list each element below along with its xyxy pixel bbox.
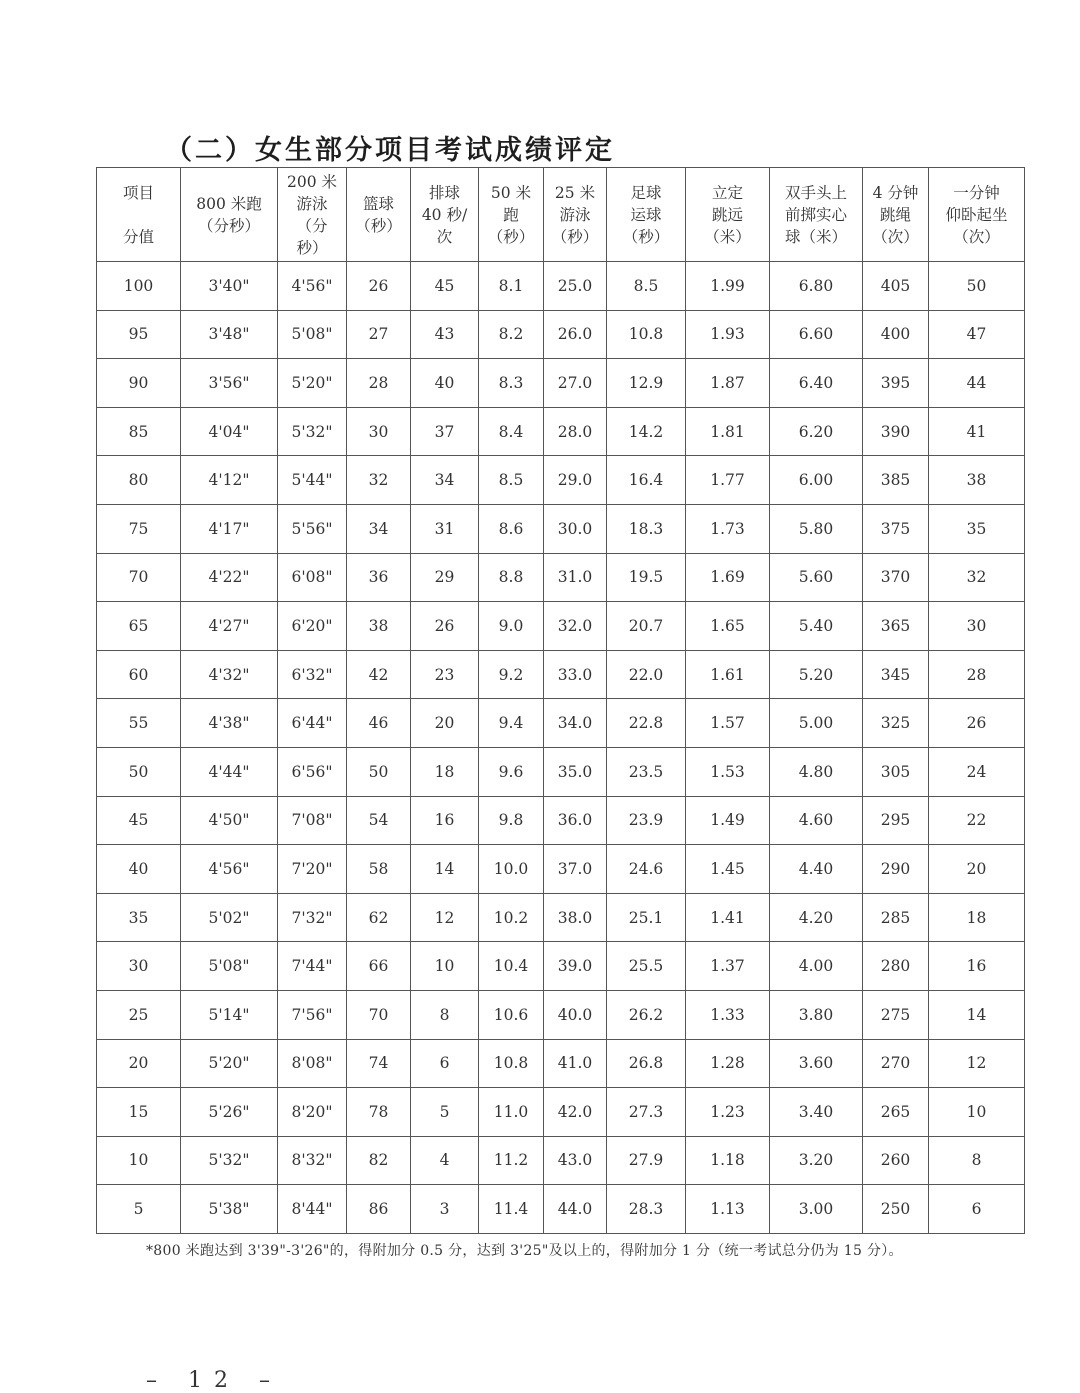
table-row xyxy=(97,893,1025,942)
table-cell: 6.80 xyxy=(770,262,863,311)
column-header: 足球 运球 （秒） xyxy=(607,168,686,262)
table-cell: 78 xyxy=(347,1088,411,1137)
table-cell: 6.20 xyxy=(770,407,863,456)
footnote: *800 米跑达到 3'39"-3'26"的，得附加分 0.5 分，达到 3'25"及以上的，得附加分 1 分（统一考试总分仍为 15 分）。 xyxy=(146,1243,903,1259)
table-cell: 1.37 xyxy=(686,942,770,991)
table-cell: 10.4 xyxy=(479,942,544,991)
table-cell: 5.00 xyxy=(770,699,863,748)
table-cell: 6'56" xyxy=(278,747,347,796)
table-cell: 5'20" xyxy=(278,359,347,408)
score-cell: 55 xyxy=(97,699,181,748)
table-cell: 9.8 xyxy=(479,796,544,845)
table-cell: 32 xyxy=(347,456,411,505)
table-cell: 8.4 xyxy=(479,407,544,456)
column-header: 立定 跳远 （米） xyxy=(686,168,770,262)
table-cell: 44 xyxy=(929,359,1025,408)
table-cell: 5'20" xyxy=(181,1039,278,1088)
table-row xyxy=(97,310,1025,359)
table-cell: 4'32" xyxy=(181,650,278,699)
score-cell: 75 xyxy=(97,504,181,553)
table-cell: 74 xyxy=(347,1039,411,1088)
table-cell: 290 xyxy=(863,845,929,894)
table-cell: 70 xyxy=(347,990,411,1039)
table-cell: 8'44" xyxy=(278,1185,347,1234)
table-cell: 28 xyxy=(347,359,411,408)
table-cell: 31.0 xyxy=(544,553,607,602)
table-row xyxy=(97,1088,1025,1137)
table-cell: 8 xyxy=(411,990,479,1039)
table-cell: 405 xyxy=(863,262,929,311)
table-cell: 36.0 xyxy=(544,796,607,845)
table-cell: 35.0 xyxy=(544,747,607,796)
table-cell: 8'08" xyxy=(278,1039,347,1088)
table-cell: 66 xyxy=(347,942,411,991)
table-cell: 260 xyxy=(863,1136,929,1185)
table-cell: 5'02" xyxy=(181,893,278,942)
score-cell: 40 xyxy=(97,845,181,894)
table-row xyxy=(97,650,1025,699)
table-cell: 28.0 xyxy=(544,407,607,456)
table-cell: 8'32" xyxy=(278,1136,347,1185)
table-cell: 8 xyxy=(929,1136,1025,1185)
table-row xyxy=(97,942,1025,991)
table-cell: 28.3 xyxy=(607,1185,686,1234)
table-cell: 375 xyxy=(863,504,929,553)
table-cell: 44.0 xyxy=(544,1185,607,1234)
table-cell: 36 xyxy=(347,553,411,602)
score-cell: 90 xyxy=(97,359,181,408)
table-cell: 7'20" xyxy=(278,845,347,894)
table-cell: 7'32" xyxy=(278,893,347,942)
table-cell: 14 xyxy=(411,845,479,894)
table-cell: 4'27" xyxy=(181,602,278,651)
table-cell: 10.6 xyxy=(479,990,544,1039)
table-cell: 45 xyxy=(411,262,479,311)
table-cell: 23.9 xyxy=(607,796,686,845)
table-cell: 1.99 xyxy=(686,262,770,311)
table-cell: 5.20 xyxy=(770,650,863,699)
table-cell: 4.20 xyxy=(770,893,863,942)
table-cell: 325 xyxy=(863,699,929,748)
table-cell: 11.0 xyxy=(479,1088,544,1137)
table-cell: 1.18 xyxy=(686,1136,770,1185)
table-cell: 1.61 xyxy=(686,650,770,699)
table-cell: 26 xyxy=(929,699,1025,748)
table-cell: 4.60 xyxy=(770,796,863,845)
table-cell: 20.7 xyxy=(607,602,686,651)
table-cell: 39.0 xyxy=(544,942,607,991)
table-cell: 3.80 xyxy=(770,990,863,1039)
table-cell: 4'44" xyxy=(181,747,278,796)
table-cell: 5.80 xyxy=(770,504,863,553)
table-cell: 4'22" xyxy=(181,553,278,602)
table-row xyxy=(97,602,1025,651)
table-cell: 5'32" xyxy=(181,1136,278,1185)
score-cell: 10 xyxy=(97,1136,181,1185)
table-cell: 14 xyxy=(929,990,1025,1039)
table-cell: 3'40" xyxy=(181,262,278,311)
table-cell: 10.0 xyxy=(479,845,544,894)
column-header: 800 米跑 （分秒） xyxy=(181,168,278,262)
table-cell: 27.0 xyxy=(544,359,607,408)
table-cell: 11.2 xyxy=(479,1136,544,1185)
table-cell: 3 xyxy=(411,1185,479,1234)
table-cell: 285 xyxy=(863,893,929,942)
table-cell: 43.0 xyxy=(544,1136,607,1185)
table-cell: 3.20 xyxy=(770,1136,863,1185)
table-cell: 18 xyxy=(411,747,479,796)
table-cell: 1.41 xyxy=(686,893,770,942)
table-cell: 10.8 xyxy=(479,1039,544,1088)
table-cell: 3.00 xyxy=(770,1185,863,1234)
score-cell: 65 xyxy=(97,602,181,651)
table-cell: 26.2 xyxy=(607,990,686,1039)
table-cell: 27 xyxy=(347,310,411,359)
table-cell: 46 xyxy=(347,699,411,748)
table-row xyxy=(97,407,1025,456)
table-cell: 41.0 xyxy=(544,1039,607,1088)
table-cell: 3'56" xyxy=(181,359,278,408)
table-row xyxy=(97,990,1025,1039)
table-cell: 38 xyxy=(929,456,1025,505)
header-corner xyxy=(97,168,181,262)
table-cell: 25.5 xyxy=(607,942,686,991)
corner-score-label: 分值 xyxy=(123,228,155,246)
column-header: 一分钟 仰卧起坐 （次） xyxy=(929,168,1025,262)
table-cell: 37.0 xyxy=(544,845,607,894)
table-cell: 1.57 xyxy=(686,699,770,748)
table-cell: 12 xyxy=(929,1039,1025,1088)
table-row xyxy=(97,553,1025,602)
score-cell: 60 xyxy=(97,650,181,699)
table-cell: 8.5 xyxy=(607,262,686,311)
table-cell: 7'08" xyxy=(278,796,347,845)
table-row xyxy=(97,1136,1025,1185)
table-cell: 26 xyxy=(347,262,411,311)
table-cell: 24.6 xyxy=(607,845,686,894)
table-cell: 40 xyxy=(411,359,479,408)
score-cell: 20 xyxy=(97,1039,181,1088)
table-cell: 1.81 xyxy=(686,407,770,456)
table-cell: 5.60 xyxy=(770,553,863,602)
table-cell: 86 xyxy=(347,1185,411,1234)
table-cell: 250 xyxy=(863,1185,929,1234)
table-cell: 3.40 xyxy=(770,1088,863,1137)
table-row xyxy=(97,845,1025,894)
table-cell: 42.0 xyxy=(544,1088,607,1137)
table-cell: 8.3 xyxy=(479,359,544,408)
table-cell: 30 xyxy=(347,407,411,456)
table-cell: 280 xyxy=(863,942,929,991)
table-cell: 12 xyxy=(411,893,479,942)
table-cell: 4.00 xyxy=(770,942,863,991)
table-cell: 4 xyxy=(411,1136,479,1185)
score-cell: 30 xyxy=(97,942,181,991)
table-cell: 8.8 xyxy=(479,553,544,602)
table-cell: 19.5 xyxy=(607,553,686,602)
table-cell: 20 xyxy=(411,699,479,748)
score-cell: 100 xyxy=(97,262,181,311)
table-cell: 10.2 xyxy=(479,893,544,942)
table-row xyxy=(97,796,1025,845)
table-cell: 6'20" xyxy=(278,602,347,651)
table-cell: 16 xyxy=(411,796,479,845)
table-cell: 33.0 xyxy=(544,650,607,699)
table-cell: 5'32" xyxy=(278,407,347,456)
table-cell: 28 xyxy=(929,650,1025,699)
table-cell: 6.40 xyxy=(770,359,863,408)
table-cell: 1.49 xyxy=(686,796,770,845)
table-cell: 18 xyxy=(929,893,1025,942)
score-cell: 50 xyxy=(97,747,181,796)
table-row xyxy=(97,456,1025,505)
table-cell: 390 xyxy=(863,407,929,456)
table-cell: 58 xyxy=(347,845,411,894)
table-cell: 265 xyxy=(863,1088,929,1137)
table-cell: 9.2 xyxy=(479,650,544,699)
table-cell: 8.2 xyxy=(479,310,544,359)
score-cell: 35 xyxy=(97,893,181,942)
table-cell: 365 xyxy=(863,602,929,651)
table-cell: 7'56" xyxy=(278,990,347,1039)
table-cell: 22.0 xyxy=(607,650,686,699)
table-cell: 82 xyxy=(347,1136,411,1185)
table-cell: 29.0 xyxy=(544,456,607,505)
table-cell: 6'08" xyxy=(278,553,347,602)
score-cell: 25 xyxy=(97,990,181,1039)
table-cell: 1.23 xyxy=(686,1088,770,1137)
table-cell: 1.73 xyxy=(686,504,770,553)
table-cell: 5.40 xyxy=(770,602,863,651)
table-cell: 3.60 xyxy=(770,1039,863,1088)
table-cell: 54 xyxy=(347,796,411,845)
table-cell: 30.0 xyxy=(544,504,607,553)
table-cell: 47 xyxy=(929,310,1025,359)
column-header: 排球 40 秒/ 次 xyxy=(411,168,479,262)
table-cell: 4.40 xyxy=(770,845,863,894)
column-header: 50 米 跑 （秒） xyxy=(479,168,544,262)
table-cell: 26.0 xyxy=(544,310,607,359)
score-cell: 85 xyxy=(97,407,181,456)
table-cell: 4'38" xyxy=(181,699,278,748)
table-cell: 22.8 xyxy=(607,699,686,748)
table-cell: 16 xyxy=(929,942,1025,991)
table-cell: 6.60 xyxy=(770,310,863,359)
table-cell: 5'26" xyxy=(181,1088,278,1137)
table-cell: 6 xyxy=(411,1039,479,1088)
table-cell: 1.77 xyxy=(686,456,770,505)
page-title: （二）女生部分项目考试成绩评定 xyxy=(165,135,615,166)
table-cell: 38 xyxy=(347,602,411,651)
table-cell: 50 xyxy=(347,747,411,796)
table-cell: 50 xyxy=(929,262,1025,311)
table-cell: 9.6 xyxy=(479,747,544,796)
table-cell: 29 xyxy=(411,553,479,602)
table-cell: 5'44" xyxy=(278,456,347,505)
table-row xyxy=(97,262,1025,311)
table-cell: 24 xyxy=(929,747,1025,796)
table-cell: 9.4 xyxy=(479,699,544,748)
table-cell: 32.0 xyxy=(544,602,607,651)
table-cell: 41 xyxy=(929,407,1025,456)
score-cell: 5 xyxy=(97,1185,181,1234)
table-cell: 8.6 xyxy=(479,504,544,553)
table-cell: 1.87 xyxy=(686,359,770,408)
column-header: 双手头上 前掷实心 球（米） xyxy=(770,168,863,262)
table-cell: 4'17" xyxy=(181,504,278,553)
table-cell: 38.0 xyxy=(544,893,607,942)
table-cell: 25.1 xyxy=(607,893,686,942)
column-header: 200 米 游泳 （分 秒） xyxy=(278,168,347,262)
table-cell: 1.33 xyxy=(686,990,770,1039)
table-cell: 270 xyxy=(863,1039,929,1088)
table-cell: 14.2 xyxy=(607,407,686,456)
table-cell: 6'44" xyxy=(278,699,347,748)
table-cell: 43 xyxy=(411,310,479,359)
score-cell: 45 xyxy=(97,796,181,845)
table-cell: 4'56" xyxy=(278,262,347,311)
table-cell: 5'14" xyxy=(181,990,278,1039)
table-cell: 16.4 xyxy=(607,456,686,505)
table-cell: 1.69 xyxy=(686,553,770,602)
table-cell: 12.9 xyxy=(607,359,686,408)
table-cell: 1.45 xyxy=(686,845,770,894)
table-cell: 5 xyxy=(411,1088,479,1137)
table-body xyxy=(97,262,1025,1234)
table-row xyxy=(97,699,1025,748)
score-cell: 95 xyxy=(97,310,181,359)
table-cell: 42 xyxy=(347,650,411,699)
table-cell: 34 xyxy=(347,504,411,553)
table-cell: 10 xyxy=(929,1088,1025,1137)
table-cell: 385 xyxy=(863,456,929,505)
table-cell: 34 xyxy=(411,456,479,505)
table-cell: 1.65 xyxy=(686,602,770,651)
table-cell: 370 xyxy=(863,553,929,602)
corner-item-label: 项目 xyxy=(123,184,155,202)
table-cell: 26.8 xyxy=(607,1039,686,1088)
table-cell: 20 xyxy=(929,845,1025,894)
table-cell: 8.1 xyxy=(479,262,544,311)
score-cell: 80 xyxy=(97,456,181,505)
table-cell: 5'08" xyxy=(181,942,278,991)
table-cell: 26 xyxy=(411,602,479,651)
table-cell: 62 xyxy=(347,893,411,942)
column-header: 篮球 （秒） xyxy=(347,168,411,262)
table-row xyxy=(97,504,1025,553)
table-cell: 275 xyxy=(863,990,929,1039)
column-header: 4 分钟 跳绳 （次） xyxy=(863,168,929,262)
table-cell: 4'50" xyxy=(181,796,278,845)
table-cell: 30 xyxy=(929,602,1025,651)
table-cell: 11.4 xyxy=(479,1185,544,1234)
table-cell: 22 xyxy=(929,796,1025,845)
table-cell: 345 xyxy=(863,650,929,699)
table-cell: 31 xyxy=(411,504,479,553)
score-cell: 15 xyxy=(97,1088,181,1137)
score-cell: 70 xyxy=(97,553,181,602)
table-cell: 25.0 xyxy=(544,262,607,311)
table-cell: 6 xyxy=(929,1185,1025,1234)
column-header: 25 米 游泳 （秒） xyxy=(544,168,607,262)
table-cell: 27.9 xyxy=(607,1136,686,1185)
table-cell: 23 xyxy=(411,650,479,699)
table-cell: 27.3 xyxy=(607,1088,686,1137)
table-cell: 6'32" xyxy=(278,650,347,699)
table-cell: 1.93 xyxy=(686,310,770,359)
table-cell: 5'38" xyxy=(181,1185,278,1234)
table-cell: 32 xyxy=(929,553,1025,602)
table-row xyxy=(97,747,1025,796)
table-cell: 34.0 xyxy=(544,699,607,748)
table-cell: 40.0 xyxy=(544,990,607,1039)
table-cell: 18.3 xyxy=(607,504,686,553)
table-cell: 400 xyxy=(863,310,929,359)
table-cell: 6.00 xyxy=(770,456,863,505)
table-cell: 1.53 xyxy=(686,747,770,796)
table-cell: 4'04" xyxy=(181,407,278,456)
page-number: – 12 – xyxy=(146,1368,282,1393)
table-row xyxy=(97,1039,1025,1088)
table-cell: 4.80 xyxy=(770,747,863,796)
table-cell: 23.5 xyxy=(607,747,686,796)
table-cell: 10.8 xyxy=(607,310,686,359)
table-cell: 37 xyxy=(411,407,479,456)
table-cell: 1.13 xyxy=(686,1185,770,1234)
table-cell: 9.0 xyxy=(479,602,544,651)
table-header xyxy=(97,168,1025,262)
table-cell: 8'20" xyxy=(278,1088,347,1137)
score-table xyxy=(96,167,1025,1234)
table-cell: 305 xyxy=(863,747,929,796)
table-cell: 4'56" xyxy=(181,845,278,894)
table-cell: 35 xyxy=(929,504,1025,553)
table-cell: 7'44" xyxy=(278,942,347,991)
table-cell: 4'12" xyxy=(181,456,278,505)
table-cell: 5'08" xyxy=(278,310,347,359)
table-cell: 8.5 xyxy=(479,456,544,505)
table-row xyxy=(97,359,1025,408)
table-cell: 5'56" xyxy=(278,504,347,553)
table-cell: 395 xyxy=(863,359,929,408)
table-cell: 3'48" xyxy=(181,310,278,359)
table-cell: 1.28 xyxy=(686,1039,770,1088)
table-row xyxy=(97,1185,1025,1234)
table-cell: 10 xyxy=(411,942,479,991)
table-cell: 295 xyxy=(863,796,929,845)
